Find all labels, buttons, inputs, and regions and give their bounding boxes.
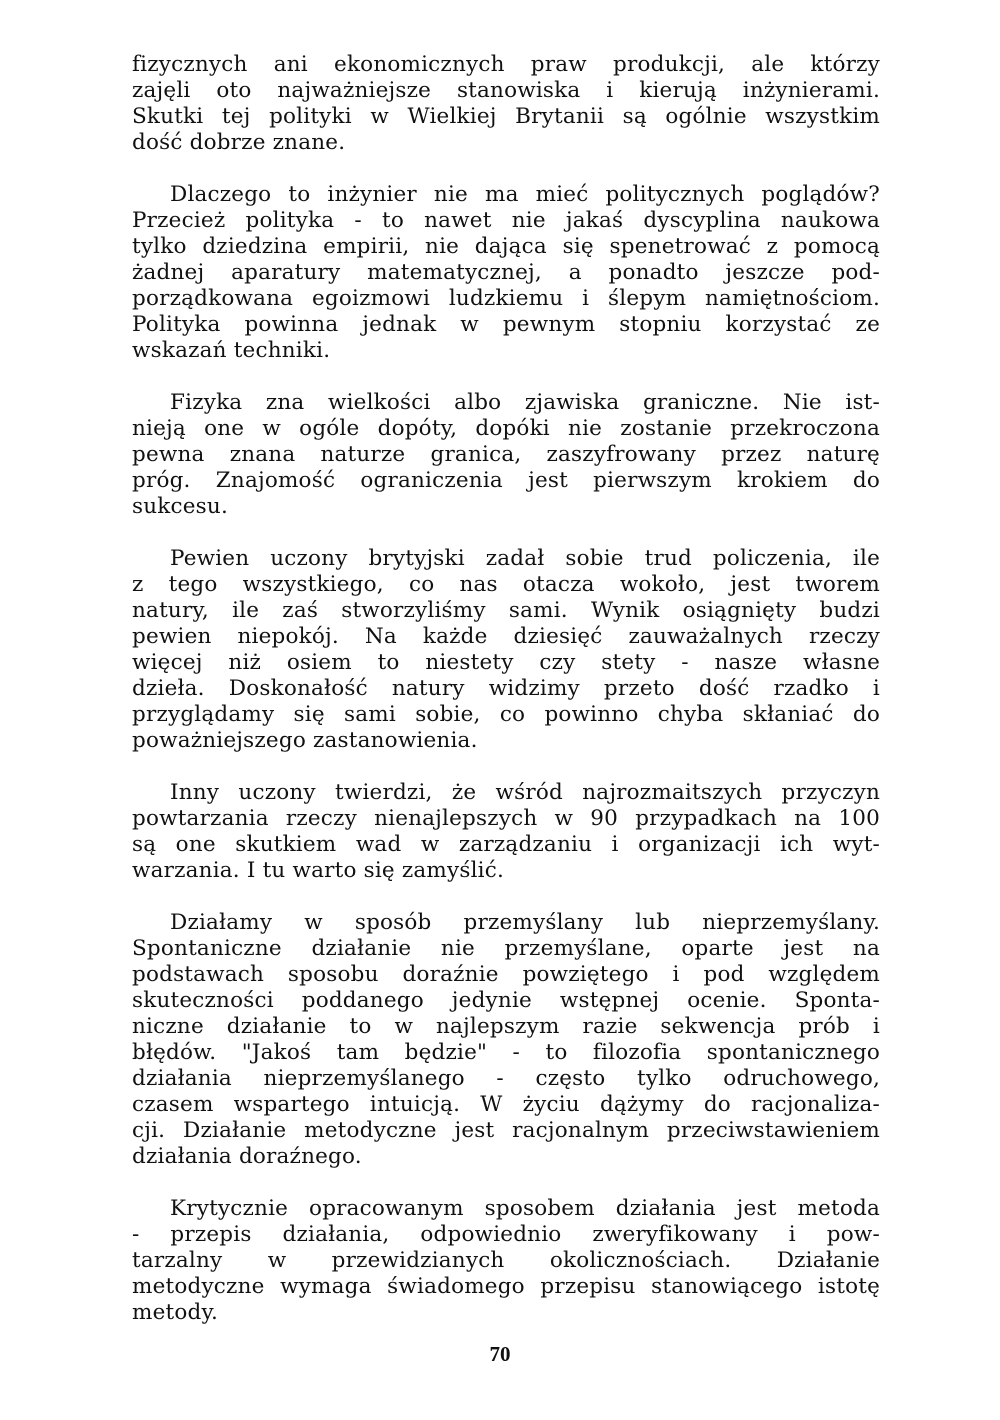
- text-line: działania nieprzemyślanego - często tylko odruchowego,: [132, 1066, 880, 1091]
- text-line: czasem wspartego intuicją. W życiu dążymy do racjonaliza-: [132, 1092, 880, 1117]
- text-line: działania doraźnego.: [132, 1144, 362, 1169]
- text-line: metody.: [132, 1300, 218, 1325]
- text-line: skuteczności poddanego jedynie wstępnej ocenie. Sponta-: [132, 988, 880, 1013]
- text-line: powtarzania rzeczy nienajlepszych w 90 przypadkach na 100: [132, 806, 880, 831]
- text-line: próg. Znajomość ograniczenia jest pierwszym krokiem do: [132, 468, 880, 493]
- text-line: z tego wszystkiego, co nas otacza wokoło, jest tworem: [132, 572, 880, 597]
- text-line: pewna znana naturze granica, zaszyfrowany przez naturę: [132, 442, 880, 467]
- paragraph-7: [132, 1196, 880, 1326]
- text-line: - przepis działania, odpowiednio zweryfikowany i pow-: [132, 1222, 880, 1247]
- text-line: Fizyka zna wielkości albo zjawiska graniczne. Nie ist-: [170, 390, 880, 415]
- text-line: cji. Działanie metodyczne jest racjonalnym przeciwstawieniem: [132, 1118, 880, 1143]
- text-line: Pewien uczony brytyjski zadał sobie trud policzenia, ile: [170, 546, 880, 571]
- text-line: wskazań techniki.: [132, 338, 331, 363]
- text-line: fizycznych ani ekonomicznych praw produkcji, ale którzy: [132, 52, 880, 77]
- text-line: błędów. "Jakoś tam będzie" - to filozofia spontanicznego: [132, 1040, 880, 1065]
- text-line: porządkowana egoizmowi ludzkiemu i ślepym namiętnościom.: [132, 286, 880, 311]
- text-line: niczne działanie to w najlepszym razie sekwencja prób i: [132, 1014, 880, 1039]
- text-line: dość dobrze znane.: [132, 130, 346, 155]
- text-line: żadnej aparatury matematycznej, a ponadto jeszcze pod-: [132, 260, 880, 285]
- text-line: tarzalny w przewidzianych okolicznościach. Działanie: [132, 1248, 880, 1273]
- paragraph-3: [132, 390, 880, 520]
- paragraph-6: [132, 910, 880, 1170]
- text-line: dzieła. Doskonałość natury widzimy przeto dość rzadko i: [132, 676, 880, 701]
- page-body: [132, 52, 880, 1352]
- text-line: zajęli oto najważniejsze stanowiska i kierują inżynierami.: [132, 78, 880, 103]
- text-line: Działamy w sposób przemyślany lub nieprzemyślany.: [170, 910, 880, 935]
- text-line: metodyczne wymaga świadomego przepisu stanowiącego istotę: [132, 1274, 880, 1299]
- text-line: sukcesu.: [132, 494, 228, 519]
- text-line: tylko dziedzina empirii, nie dająca się spenetrować z pomocą: [132, 234, 880, 259]
- paragraph-5: [132, 780, 880, 884]
- text-line: warzania. I tu warto się zamyślić.: [132, 858, 505, 883]
- paragraph-4: [132, 546, 880, 754]
- text-line: poważniejszego zastanowienia.: [132, 728, 478, 753]
- text-line: Skutki tej polityki w Wielkiej Brytanii są ogólnie wszystkim: [132, 104, 880, 129]
- text-line: Dlaczego to inżynier nie ma mieć politycznych poglądów?: [170, 182, 880, 207]
- page-number: 70: [489, 1342, 511, 1366]
- text-line: nieją one w ogóle dopóty, dopóki nie zostanie przekroczona: [132, 416, 880, 441]
- text-line: natury, ile zaś stworzyliśmy sami. Wynik osiągnięty budzi: [132, 598, 880, 623]
- text-line: Polityka powinna jednak w pewnym stopniu korzystać ze: [132, 312, 880, 337]
- text-line: Inny uczony twierdzi, że wśród najrozmaitszych przyczyn: [170, 780, 880, 805]
- text-line: Spontaniczne działanie nie przemyślane, oparte jest na: [132, 936, 880, 961]
- text-line: Przecież polityka - to nawet nie jakaś dyscyplina naukowa: [132, 208, 880, 233]
- text-line: pewien niepokój. Na każde dziesięć zauważalnych rzeczy: [132, 624, 880, 649]
- text-line: są one skutkiem wad w zarządzaniu i organizacji ich wyt-: [132, 832, 880, 857]
- text-line: więcej niż osiem to niestety czy stety - nasze własne: [132, 650, 880, 675]
- text-line: przyglądamy się sami sobie, co powinno chyba skłaniać do: [132, 702, 880, 727]
- text-line: Krytycznie opracowanym sposobem działania jest metoda: [170, 1196, 880, 1221]
- text-line: podstawach sposobu doraźnie powziętego i pod względem: [132, 962, 880, 987]
- paragraph-2: [132, 182, 880, 364]
- paragraph-1: [132, 52, 880, 156]
